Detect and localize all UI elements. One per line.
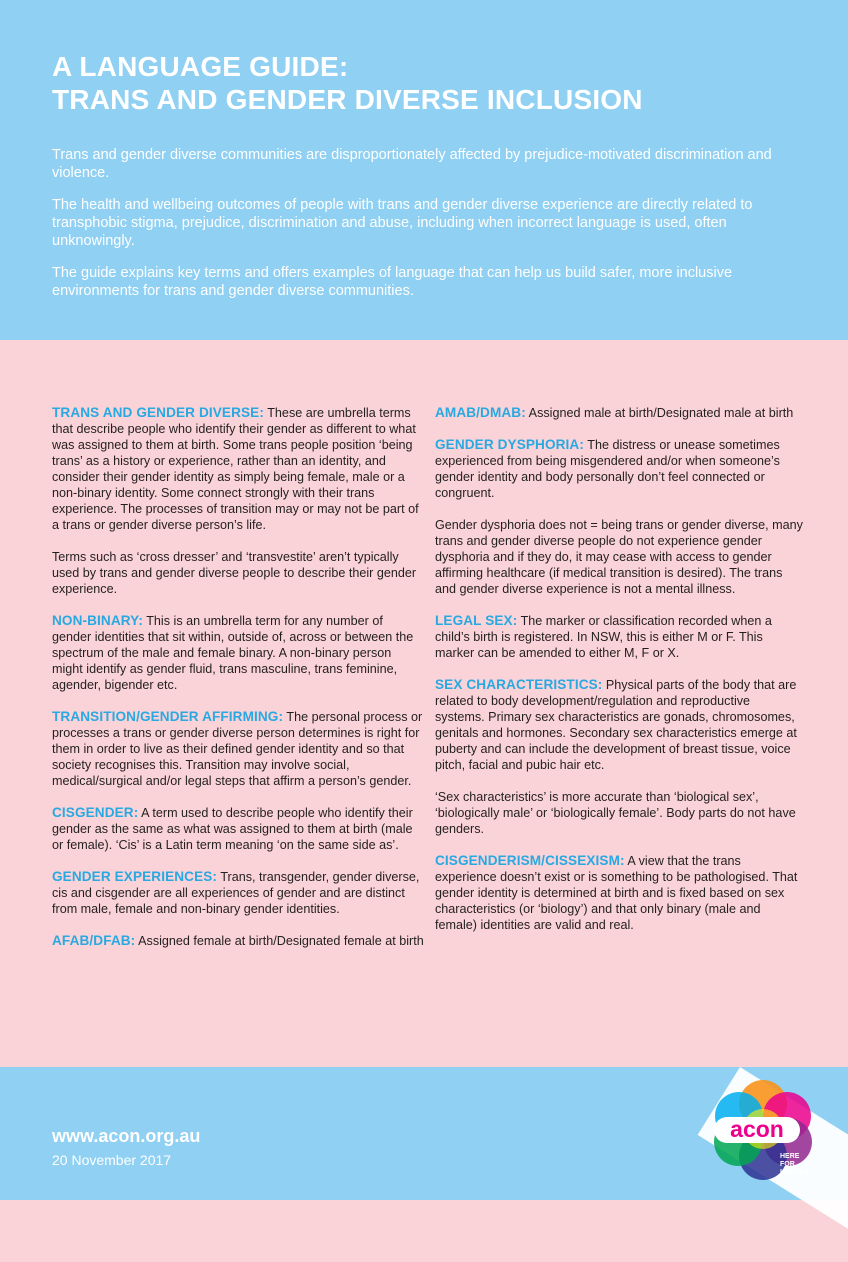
- glossary-right-column: [435, 405, 803, 949]
- glossary-term: GENDER EXPERIENCES:: [52, 869, 218, 884]
- glossary-term: AFAB/DFAB:: [52, 933, 136, 948]
- glossary-term: TRANS AND GENDER DIVERSE:: [52, 405, 264, 420]
- glossary-definition: Assigned female at birth/Designated female at birth: [135, 934, 424, 948]
- glossary-definition: This is an umbrella term for any number of gender identities that sit within, outside of, across or between the spectrum of the male and female binary. A non-binary person might identify as gender fluid, trans masculine, trans feminine, agender, bigender etc.: [52, 614, 414, 692]
- logo-wordmark: acon: [730, 1116, 784, 1142]
- glossary-definition: ‘Sex characteristics’ is more accurate than ‘biological sex’, ‘biologically male’ or ‘biologically female’. Body parts do not have genders.: [435, 790, 796, 836]
- glossary-entry: [435, 613, 803, 661]
- glossary-definition: These are umbrella terms that describe people who identify their gender as different to what was assigned to them at birth. Some trans people position ‘being trans’ as a history or experience, rather than an identity, and consider their gender identity as simply being female, male or a non-binary identity. Some connect strongly with their trans experience. The processes of transition may or may not be part of a trans or gender diverse person’s life.: [52, 406, 419, 532]
- glossary-term: GENDER DYSPHORIA:: [435, 437, 584, 452]
- intro-paragraph: Trans and gender diverse communities are disproportionately affected by prejudice-motivated discrimination and violence.: [52, 147, 772, 181]
- glossary-entry: [52, 405, 424, 533]
- title-line-1: A LANGUAGE GUIDE:: [52, 51, 349, 82]
- glossary-entry: [435, 517, 803, 597]
- glossary-entry: [52, 933, 424, 949]
- glossary-definition: A term used to describe people who identify their gender as the same as what was assigned to them at birth (male or female). ‘Cis’ is a Latin term meaning ‘on the same side as’.: [52, 806, 413, 852]
- glossary-entry: [52, 613, 424, 693]
- intro-paragraph: The health and wellbeing outcomes of people with trans and gender diverse experience are directly related to transphobic stigma, prejudice, discrimination and abuse, including when incorrect language is used, often unknowingly.: [52, 197, 753, 249]
- glossary-definition: The marker or classification recorded when a child’s birth is registered. In NSW, this is either M or F. This marker can be amended to either M, F or X.: [435, 614, 772, 660]
- publish-date: 20 November 2017: [52, 1152, 172, 1168]
- intro-text: [52, 146, 797, 314]
- glossary-term: LEGAL SEX:: [435, 613, 518, 628]
- glossary-entry: [52, 869, 424, 917]
- glossary-term: AMAB/DMAB:: [435, 405, 526, 420]
- glossary-entry: [435, 437, 803, 501]
- glossary-term: CISGENDERISM/CISSEXISM:: [435, 853, 625, 868]
- glossary-definition: Physical parts of the body that are related to body development/regulation and reproductive systems. Primary sex characteristics are gonads, chromosomes, genitals and hormones. Secondary sex characteristics emerge at puberty and can include the development of breast tissue, voice pitch, facial and pubic hair etc.: [435, 678, 797, 772]
- glossary-definition: The personal process or processes a trans or gender diverse person determines is right for them in order to live as their defined gender identity and so that society recognises this. Transition may involve social, medical/surgical and/or legal steps that affirm a person’s gender.: [52, 710, 423, 788]
- website-link[interactable]: www.acon.org.au: [52, 1126, 201, 1146]
- glossary-entry: [435, 789, 803, 837]
- glossary-entry: [52, 709, 424, 789]
- title-line-2: TRANS AND GENDER DIVERSE INCLUSION: [52, 84, 643, 115]
- acon-logo: [708, 1076, 818, 1186]
- glossary-term: TRANSITION/GENDER AFFIRMING:: [52, 709, 284, 724]
- logo-tagline: FOR: [780, 1161, 795, 1168]
- glossary-entry: [435, 853, 803, 933]
- glossary-term: NON-BINARY:: [52, 613, 143, 628]
- glossary-definition: Terms such as ‘cross dresser’ and ‘transvestite’ aren’t typically used by trans and gender diverse people to describe their gender experience.: [52, 550, 417, 596]
- glossary-entry: [435, 677, 803, 773]
- glossary-entry: [52, 549, 424, 597]
- glossary-definition: A view that the trans experience doesn’t exist or is something to be pathologised. That gender identity is determined at birth and is fixed based on sex characteristics (or ‘biology’) and that only binary (male and female) identities are valid and real.: [435, 854, 798, 932]
- logo-tagline: HEALTH: [780, 1169, 808, 1176]
- glossary-entry: [52, 805, 424, 853]
- glossary-definition: Gender dysphoria does not = being trans or gender diverse, many trans and gender diverse people do not experience gender dysphoria and if they do, it may cease with access to gender affirming healthcare (if medical transition is desired). The trans and gender diverse experience is not a mental illness.: [435, 518, 803, 596]
- glossary-term: CISGENDER:: [52, 805, 139, 820]
- glossary-definition: Assigned male at birth/Designated male at birth: [525, 406, 794, 420]
- glossary-left-column: [52, 405, 424, 965]
- page-title: [52, 50, 643, 116]
- glossary-definition: Trans, transgender, gender diverse, cis and cisgender are all experiences of gender and are distinct from male, female and non-binary gender identities.: [52, 870, 420, 916]
- glossary-definition: The distress or unease sometimes experienced from being misgendered and/or when someone’s gender identity and body personally don’t feel connected or congruent.: [435, 438, 780, 500]
- glossary-entry: [435, 405, 803, 421]
- intro-paragraph: The guide explains key terms and offers examples of language that can help us build safer, more inclusive environments for trans and gender diverse communities.: [52, 265, 733, 299]
- logo-tagline: HERE: [780, 1153, 800, 1160]
- glossary-term: SEX CHARACTERISTICS:: [435, 677, 603, 692]
